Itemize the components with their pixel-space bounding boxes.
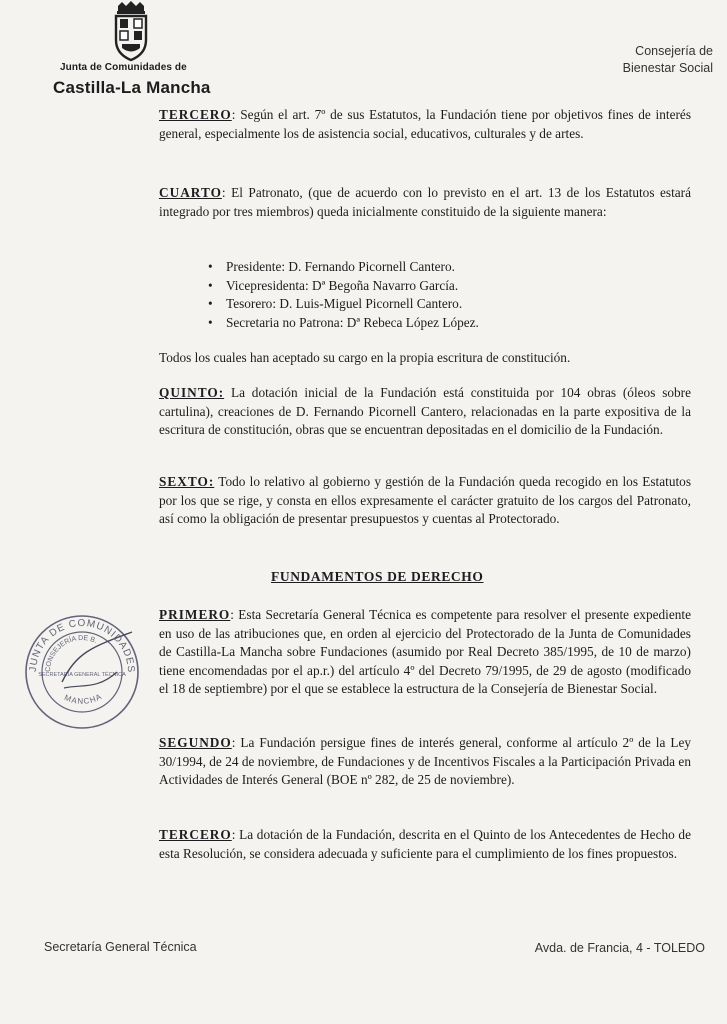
text-tercero: : Según el art. 7º de sus Estatutos, la Fundación tiene por objetivos fines de interés general, especialmente los de asistencia social, educativos, culturales y de artes. xyxy=(159,107,691,141)
label-quinto: QUINTO: xyxy=(159,385,225,400)
label-tercero: TERCERO xyxy=(159,107,232,122)
stamp-bottom-text: MANCHA xyxy=(63,691,104,706)
official-stamp-icon xyxy=(22,612,142,732)
castilla-la-mancha-crest-icon xyxy=(108,0,154,62)
department xyxy=(553,43,713,77)
label-sexto: SEXTO: xyxy=(159,474,215,489)
list-item: • Tesorero: D. Luis-Miguel Picornell Cantero. xyxy=(226,295,479,314)
text-quinto: La dotación inicial de la Fundación está constituida por 104 obras (óleos sobre cartulina), creaciones de D. Fernando Picornell Cantero, relacionadas en la parte expositiva de la escritura de constitución, obras que se encuentran depositadas en el domicilio de la Fundación. xyxy=(159,385,691,438)
label-tercero-fundamentos: TERCERO xyxy=(159,827,232,842)
fundamentos-heading: FUNDAMENTOS DE DERECHO xyxy=(271,569,484,584)
paragraph-cuarto xyxy=(159,184,691,221)
text-cuarto: : El Patronato, (que de acuerdo con lo previsto en el art. 13 de los Estatutos estará integrado por tres miembros) queda inicialmente constituido de la siguiente manera: xyxy=(159,185,691,219)
paragraph-aceptado: Todos los cuales han aceptado su cargo en la propia escritura de constitución. xyxy=(159,350,571,365)
text-segundo: : La Fundación persigue fines de interés general, conforme al artículo 2º de la Ley 30/1994, de 24 de noviembre, de Fundaciones y de Incentivos Fiscales a la Participación Privada en Actividades de Interés General (BOE nº 282, de 25 de noviembre). xyxy=(159,735,691,788)
department-line1: Consejería de xyxy=(635,44,713,58)
stamp-inner-text: CONSEJERÍA DE B. xyxy=(44,634,99,673)
svg-text:MANCHA xyxy=(63,692,104,706)
text-tercero-fundamentos: : La dotación de la Fundación, descrita en el Quinto de los Antecedentes de Hecho de esta Resolución, se considera adecuada y suficiente para el cumplimiento de los fines propuestos. xyxy=(159,827,691,861)
paragraph-primero xyxy=(159,606,691,699)
list-item: • Presidente: D. Fernando Picornell Cantero. xyxy=(226,258,479,277)
paragraph-sexto xyxy=(159,473,691,529)
list-item: • Secretaria no Patrona: Dª Rebeca López López. xyxy=(226,314,479,333)
text-primero: : Esta Secretaría General Técnica es competente para resolver el presente expediente en uso de las atribuciones que, en orden al ejercicio del Protectorado de la Junta de Comunidades de Castilla-La Mancha sobre Fundaciones (asumido por Real Decreto 385/1995, de 10 de marzo) tiene encomendadas por el ap.r.) del artículo 4º del Decreto 79/1995, de 29 de agosto (modificado el 18 de septiembre) por el que se establece la estructura de la Consejería de Bienestar Social. xyxy=(159,607,691,697)
org-name-line2: Castilla-La Mancha xyxy=(53,78,211,97)
label-cuarto: CUARTO xyxy=(159,185,222,200)
text-sexto: Todo lo relativo al gobierno y gestión de la Fundación queda recogido en los Estatutos por los que se rige, y consta en ellos expresamente el carácter gratuito de los cargos del Patronato, así como la obligación de presentar presupuestos y cuentas al Protectorado. xyxy=(159,474,691,527)
svg-text:JUNTA DE COMUNIDADES xyxy=(28,618,136,673)
org-name-line1: Junta de Comunidades de xyxy=(60,62,187,73)
list-item: • Vicepresidenta: Dª Begoña Navarro García. xyxy=(226,277,479,296)
patronato-list xyxy=(226,258,479,332)
department-line2: Bienestar Social xyxy=(622,61,713,75)
footer-right: Avda. de Francia, 4 - TOLEDO xyxy=(534,941,705,955)
label-segundo: SEGUNDO xyxy=(159,735,232,750)
stamp-center-text: SECRETARÍA GENERAL TÉCNICA xyxy=(38,672,126,678)
paragraph-tercero-fundamentos xyxy=(159,826,691,863)
stamp-outer-text: JUNTA DE COMUNIDADES xyxy=(27,618,137,674)
label-primero: PRIMERO xyxy=(159,607,231,622)
paragraph-segundo xyxy=(159,734,691,790)
paragraph-tercero-antecedentes xyxy=(159,106,691,143)
footer-left: Secretaría General Técnica xyxy=(44,940,197,954)
paragraph-quinto xyxy=(159,384,691,440)
